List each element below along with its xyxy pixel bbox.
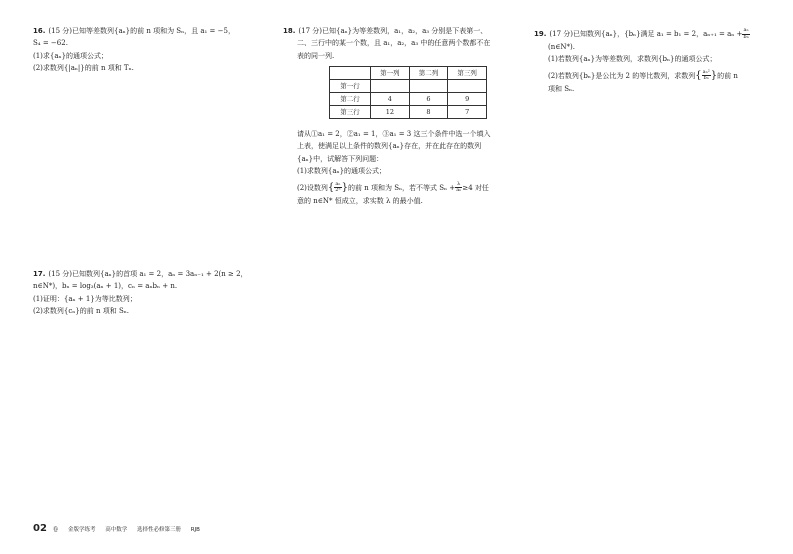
sub-question: (1)证明：{aₙ + 1}为等比数列； bbox=[33, 294, 137, 303]
problem-text: n∈N*)，bₙ = log₃(aₙ + 1)，cₙ = aₙbₙ + n. bbox=[33, 282, 178, 291]
problem-16 bbox=[33, 27, 268, 77]
problem-text: S₄ = −62. bbox=[33, 39, 68, 48]
problem-text: 项和 Sₙ. bbox=[548, 85, 575, 94]
footer-book: 选择性必修第三册 bbox=[136, 527, 181, 533]
problem-text: 二、三行中的某一个数，且 a₁，a₂，a₃ 中的任意两个数都不在 bbox=[297, 39, 491, 48]
footer-label: 卷 bbox=[52, 527, 59, 533]
footer-edition: RJB bbox=[190, 527, 200, 533]
problem-text: 请从①a₁ = 2，②a₁ = 1，③a₁ = 3 这三个条件中选一个填入 bbox=[297, 130, 491, 138]
problem-19: 19. (17 分)已知数列{aₙ}，{bₙ}满足 a₁ = b₁ = 2，aₙ₊₁ = aₙ + $\frac{\text{aₙ}}{\text{bₙ}}$ (n∈N*). (1)若数列{aₙ}为等差数列，求数列{bₙ}的通项公式； (2)若数列{bₙ}是公比为 2 的等比数列，求数列{ $\frac{\text{aₙ²}}{\text{bₙ}}$ }的前 n 项和 Sₙ. bbox=[534, 28, 774, 98]
problem-number: 17. bbox=[33, 270, 46, 278]
page-number: 02 bbox=[33, 523, 47, 534]
data-table bbox=[329, 66, 487, 119]
problem-text: 意的 n∈N* 恒成立，求实数 λ 的最小值. bbox=[297, 197, 423, 206]
problem-text: 上表，使满足以上条件的数列{aₙ}存在，并在此存在的数列 bbox=[297, 142, 482, 151]
table-header-cell: 第二列 bbox=[409, 67, 448, 80]
table-row bbox=[330, 106, 487, 119]
table-row bbox=[330, 80, 487, 93]
table-cell: 4 bbox=[371, 93, 410, 106]
sub-question: (2)求数列{cₙ}的前 n 项和 Sₙ. bbox=[33, 307, 130, 316]
problem-17 bbox=[33, 270, 273, 320]
problem-18 bbox=[283, 27, 523, 64]
table-row-header: 第三行 bbox=[330, 106, 371, 119]
problem-text: 表的同一列. bbox=[297, 51, 335, 60]
problem-number: 16. bbox=[33, 27, 46, 35]
problem-text: (17 分)已知{aₙ}为等差数列，a₁，a₂，a₃ 分别是下表第一、 bbox=[298, 27, 488, 35]
left-brace-icon: { bbox=[695, 69, 702, 81]
left-brace-icon: { bbox=[327, 181, 335, 193]
problem-number: 18. bbox=[283, 27, 296, 35]
sub-question: (1)若数列{aₙ}为等差数列，求数列{bₙ}的通项公式； bbox=[548, 55, 717, 64]
sub-question: (1)求{aₙ}的通项公式； bbox=[33, 51, 109, 60]
table-row-header: 第一行 bbox=[330, 80, 371, 93]
problem-text: (15 分)已知数列{aₙ}的首项 a₁ = 2，aₙ = 3aₙ₋₁ + 2(n ≥ 2， bbox=[48, 270, 248, 278]
right-brace-icon: } bbox=[710, 69, 718, 81]
table-row bbox=[330, 93, 487, 106]
problem-18-continued bbox=[297, 130, 527, 210]
fraction: $\frac{\text{aₙ}}{\text{2ⁿ}}$ bbox=[335, 180, 341, 193]
footer-subject: 高中数学 bbox=[105, 527, 128, 533]
fraction: $\frac{\text{aₙ}}{\text{bₙ}}$ bbox=[743, 27, 749, 40]
problem-number: 19. bbox=[534, 30, 547, 38]
sub-question-2: (2)若数列{bₙ}是公比为 2 的等比数列，求数列{ $\frac{\text{aₙ²}}{\text{bₙ}}$ }的前 n bbox=[548, 68, 738, 82]
table-cell: 6 bbox=[409, 93, 448, 106]
table-header-row bbox=[330, 67, 487, 80]
table-cell: 9 bbox=[448, 93, 487, 106]
table-cell bbox=[448, 80, 487, 93]
table-cell bbox=[409, 80, 448, 93]
problem-text: (n∈N*). bbox=[548, 43, 576, 51]
fraction: $\frac{\text{aₙ²}}{\text{bₙ}}$ bbox=[702, 68, 710, 82]
footer-brand: 金版学练考 bbox=[67, 527, 96, 533]
sub-question: (2)求数列{|aₙ|}的前 n 项和 Tₙ. bbox=[33, 64, 134, 73]
fraction: $\frac{\lambda}{\text{aₙ}}$ bbox=[456, 180, 462, 193]
table-cell bbox=[371, 80, 410, 93]
sub-question-2: (2)设数列{ $\frac{\text{aₙ}}{\text{2ⁿ}}$ }的前 n 项和为 Sₙ，若不等式 Sₙ + $\frac{\lambda}{\text{aₙ}}$ ≥4 对任 bbox=[297, 180, 489, 193]
table-header-cell bbox=[330, 67, 371, 80]
table-cell: 7 bbox=[448, 106, 487, 119]
table-cell: 12 bbox=[371, 106, 410, 119]
page-footer bbox=[33, 522, 208, 536]
sub-question: (1)求数列{aₙ}的通项公式； bbox=[297, 167, 387, 176]
table-header-cell: 第一列 bbox=[371, 67, 410, 80]
right-brace-icon: } bbox=[341, 181, 349, 193]
problem-text: {aₙ}中，试解答下列问题： bbox=[297, 154, 384, 163]
problem-text: (15 分)已知等差数列{aₙ}的前 n 项和为 Sₙ，且 a₁ = −5， bbox=[48, 27, 235, 35]
table-cell: 8 bbox=[409, 106, 448, 119]
table-row-header: 第二行 bbox=[330, 93, 371, 106]
table-header-cell: 第三列 bbox=[448, 67, 487, 80]
